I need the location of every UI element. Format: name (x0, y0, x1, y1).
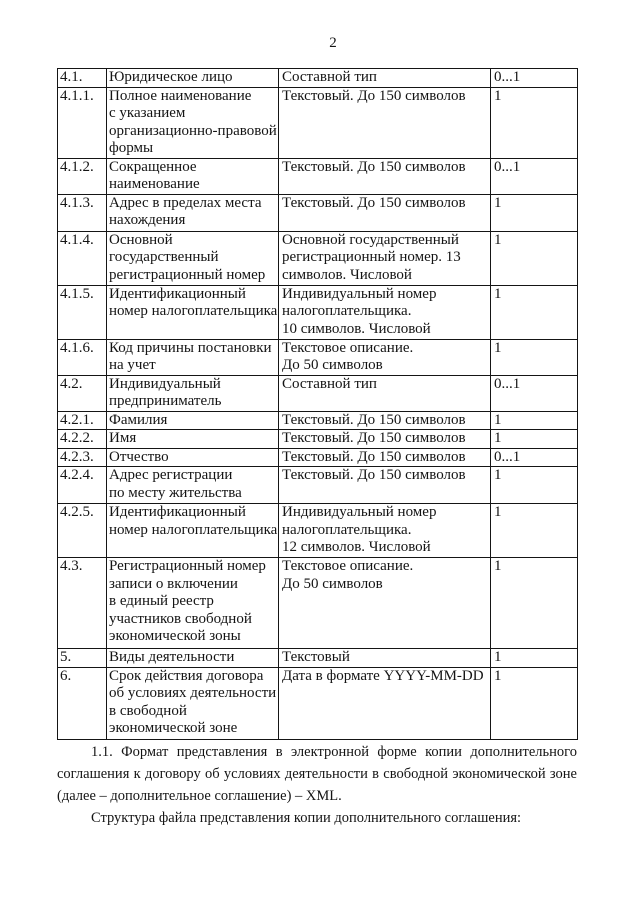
row-number-cell: 4.2.3. (58, 448, 107, 467)
element-name-cell: Виды деятельности (107, 649, 279, 668)
element-name-cell: Основной государственный регистрационный номер (107, 231, 279, 285)
row-number-cell: 4.2.5. (58, 504, 107, 558)
row-number-cell: 4.3. (58, 558, 107, 649)
row-number-cell: 5. (58, 649, 107, 668)
table-row (58, 375, 578, 411)
multiplicity-cell: 0...1 (491, 448, 578, 467)
row-number-cell: 4.1.5. (58, 285, 107, 339)
element-name-cell: Полное наименование с указанием организационно-правовой формы (107, 87, 279, 158)
element-format-cell: Составной тип (279, 375, 491, 411)
element-name-cell: Фамилия (107, 411, 279, 430)
body-text (57, 741, 577, 829)
multiplicity-cell: 1 (491, 430, 578, 449)
element-format-cell: Текстовое описание. До 50 символов (279, 339, 491, 375)
element-name-cell: Адрес в пределах места нахождения (107, 194, 279, 231)
element-name-cell: Имя (107, 430, 279, 449)
element-name-cell: Регистрационный номер записи о включении в единый реестр участников свободной экономической зоны (107, 558, 279, 649)
element-format-cell: Дата в формате YYYY-MM-DD (279, 667, 491, 739)
multiplicity-cell: 1 (491, 339, 578, 375)
row-number-cell: 4.1.3. (58, 194, 107, 231)
table-row (58, 448, 578, 467)
element-name-cell: Идентификационный номер налогоплательщика (107, 504, 279, 558)
element-name-cell: Идентификационный номер налогоплательщика (107, 285, 279, 339)
table-row (58, 467, 578, 504)
element-format-cell: Текстовый. До 150 символов (279, 430, 491, 449)
multiplicity-cell: 1 (491, 87, 578, 158)
element-format-cell: Текстовый. До 150 символов (279, 194, 491, 231)
table-row (58, 430, 578, 449)
multiplicity-cell: 1 (491, 504, 578, 558)
table-row (58, 285, 578, 339)
element-name-cell: Юридическое лицо (107, 69, 279, 88)
multiplicity-cell: 1 (491, 467, 578, 504)
row-number-cell: 4.2.1. (58, 411, 107, 430)
element-name-cell: Адрес регистрации по месту жительства (107, 467, 279, 504)
multiplicity-cell: 1 (491, 231, 578, 285)
row-number-cell: 4.2.2. (58, 430, 107, 449)
table-row (58, 87, 578, 158)
row-number-cell: 6. (58, 667, 107, 739)
table-row (58, 231, 578, 285)
multiplicity-cell: 1 (491, 649, 578, 668)
page-number: 2 (329, 35, 337, 51)
paragraph-format-description (57, 741, 577, 807)
table-row (58, 504, 578, 558)
element-format-cell: Основной государственный регистрационный номер. 13 символов. Числовой (279, 231, 491, 285)
element-format-cell: Текстовый. До 150 символов (279, 448, 491, 467)
row-number-cell: 4.1.6. (58, 339, 107, 375)
multiplicity-cell: 0...1 (491, 158, 578, 194)
element-name-cell: Сокращенное наименование (107, 158, 279, 194)
multiplicity-cell: 0...1 (491, 375, 578, 411)
element-format-cell: Текстовый. До 150 символов (279, 467, 491, 504)
row-number-cell: 4.1.1. (58, 87, 107, 158)
specification-table-body (58, 69, 578, 740)
paragraph-line: 1.1. Формат представления в электронной форме копии дополнительного (91, 744, 577, 760)
table-row (58, 411, 578, 430)
element-name-cell: Код причины постановки на учет (107, 339, 279, 375)
element-format-cell: Текстовый. До 150 символов (279, 87, 491, 158)
multiplicity-cell: 1 (491, 667, 578, 739)
paragraph-file-structure (57, 807, 577, 829)
element-format-cell: Текстовое описание. До 50 символов (279, 558, 491, 649)
table-row (58, 158, 578, 194)
table-row (58, 667, 578, 739)
table-row (58, 339, 578, 375)
row-number-cell: 4.2. (58, 375, 107, 411)
element-format-cell: Индивидуальный номер налогоплательщика. 10 символов. Числовой (279, 285, 491, 339)
paragraph-line: соглашения к договору об условиях деятельности в свободной экономической зоне (57, 766, 577, 782)
row-number-cell: 4.2.4. (58, 467, 107, 504)
element-name-cell: Срок действия договора об условиях деятельности в свободной экономической зоне (107, 667, 279, 739)
paragraph-line: (далее – дополнительное соглашение) – XML. (57, 788, 342, 804)
element-format-cell: Текстовый (279, 649, 491, 668)
multiplicity-cell: 1 (491, 558, 578, 649)
table-row (58, 558, 578, 649)
element-name-cell: Индивидуальный предприниматель (107, 375, 279, 411)
element-name-cell: Отчество (107, 448, 279, 467)
table-row (58, 69, 578, 88)
element-format-cell: Текстовый. До 150 символов (279, 411, 491, 430)
row-number-cell: 4.1.4. (58, 231, 107, 285)
element-format-cell: Индивидуальный номер налогоплательщика. 12 символов. Числовой (279, 504, 491, 558)
table-row (58, 649, 578, 668)
paragraph-line: Структура файла представления копии дополнительного соглашения: (91, 810, 522, 826)
multiplicity-cell: 1 (491, 285, 578, 339)
element-format-cell: Составной тип (279, 69, 491, 88)
multiplicity-cell: 1 (491, 411, 578, 430)
element-format-cell: Текстовый. До 150 символов (279, 158, 491, 194)
row-number-cell: 4.1.2. (58, 158, 107, 194)
row-number-cell: 4.1. (58, 69, 107, 88)
table-row (58, 194, 578, 231)
multiplicity-cell: 0...1 (491, 69, 578, 88)
specification-table (57, 68, 578, 740)
multiplicity-cell: 1 (491, 194, 578, 231)
